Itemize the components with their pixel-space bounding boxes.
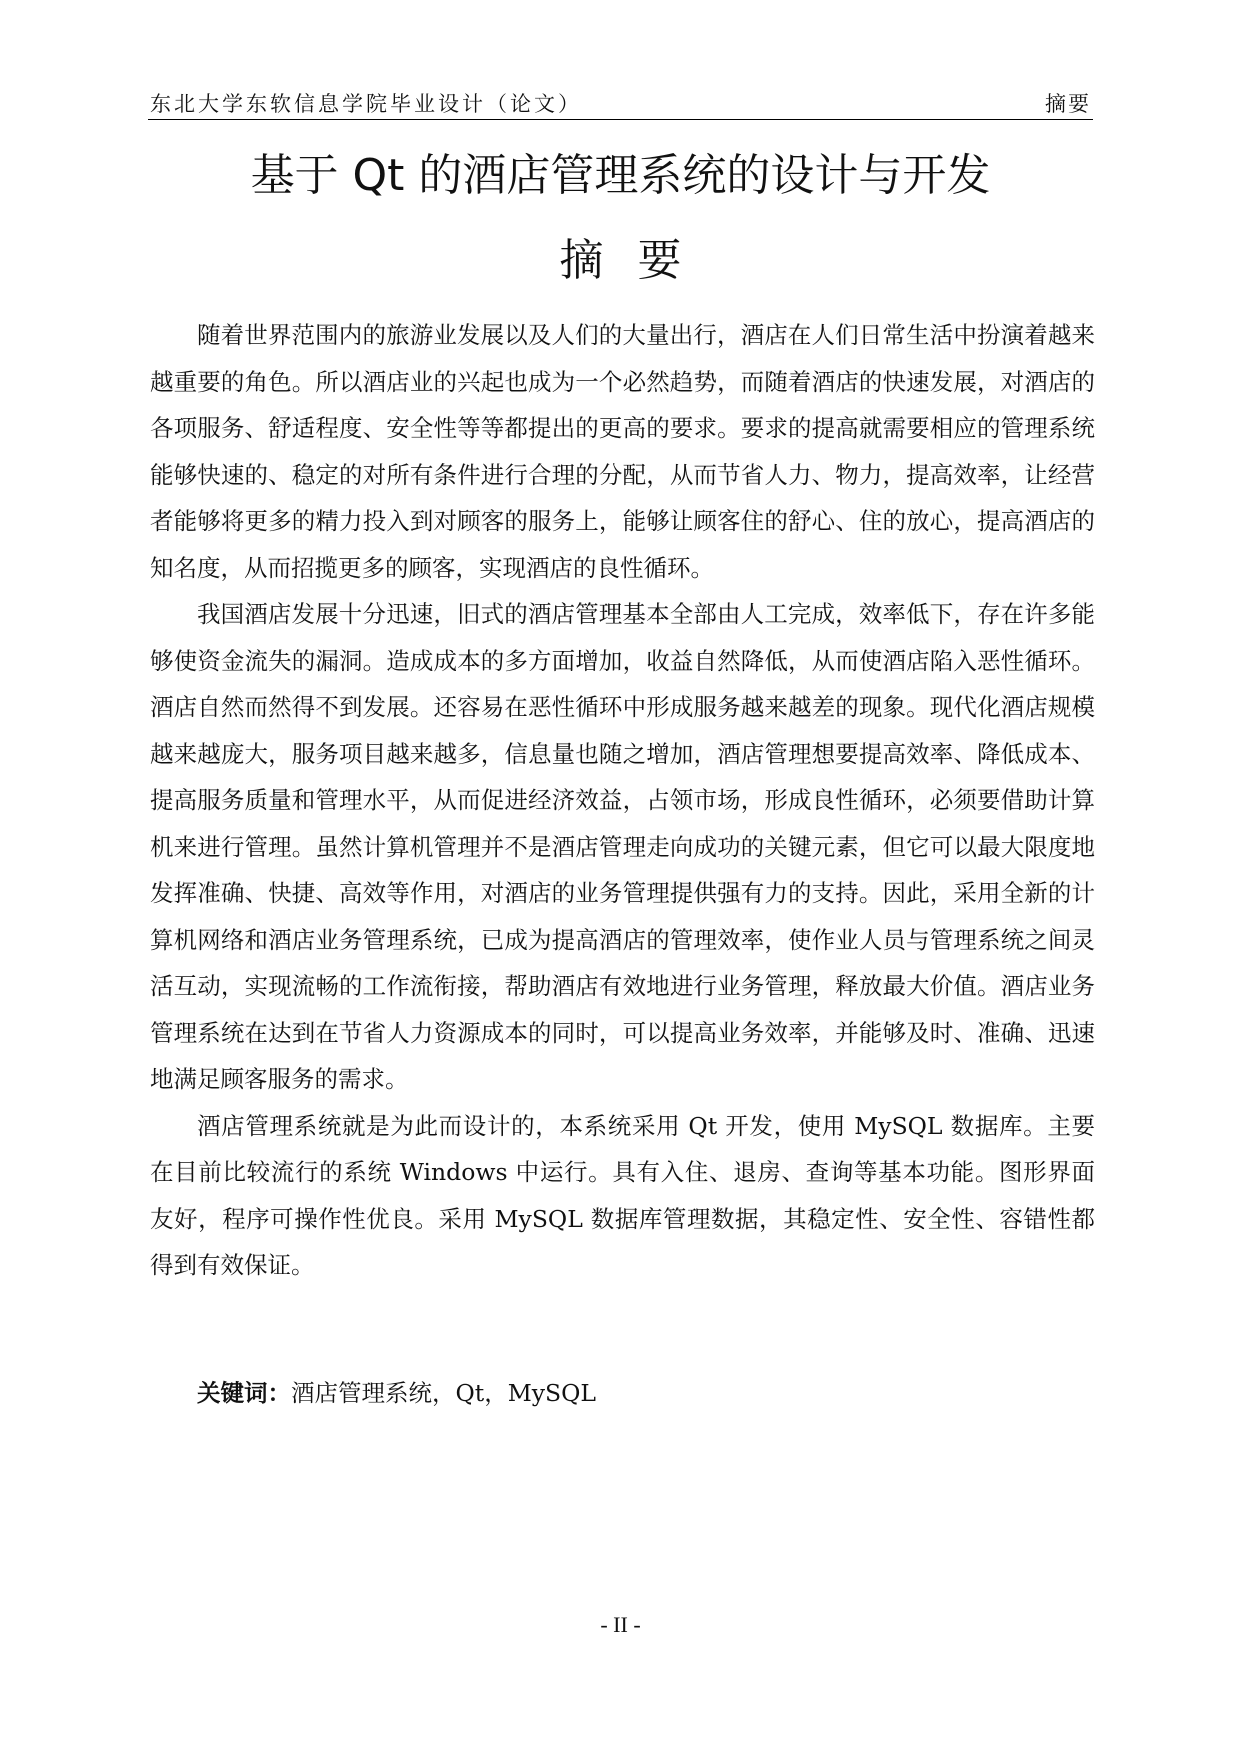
abstract-body [150, 312, 1095, 1289]
page-header [148, 82, 1093, 120]
header-section: 摘要 [1045, 92, 1091, 116]
abstract-paragraph-2: 我国酒店发展十分迅速，旧式的酒店管理基本全部由人工完成，效率低下，存在许多能够使资金流失的漏洞。造成成本的多方面增加，收益自然降低，从而使酒店陷入恶性循环。酒店自然而然得不到发展。还容易在恶性循环中形成服务越来越差的现象。现代化酒店规模越来越庞大，服务项目越来越多，信息量也随之增加，酒店管理想要提高效率、降低成本、提高服务质量和管理水平，从而促进经济效益，占领市场，形成良性循环，必须要借助计算机来进行管理。虽然计算机管理并不是酒店管理走向成功的关键元素，但它可以最大限度地发挥准确、快捷、高效等作用，对酒店的业务管理提供强有力的支持。因此，采用全新的计算机网络和酒店业务管理系统，已成为提高酒店的管理效率，使作业人员与管理系统之间灵活互动，实现流畅的工作流衔接，帮助酒店有效地进行业务管理，释放最大价值。酒店业务管理系统在达到在节省人力资源成本的同时，可以提高业务效率，并能够及时、准确、迅速地满足顾客服务的需求。 [150, 600, 1095, 1093]
page-number: - II - [600, 1612, 641, 1637]
keywords-line [197, 1370, 596, 1416]
document-title: 基于 Qt 的酒店管理系统的设计与开发 [250, 150, 991, 201]
abstract-paragraph-3: 酒店管理系统就是为此而设计的，本系统采用 Qt 开发，使用 MySQL 数据库。主要在目前比较流行的系统 Windows 中运行。具有入住、退房、查询等基本功能。图形界面友好，程序可操作性优良。采用 MySQL 数据库管理数据，其稳定性、安全性、容错性都得到有效保证。 [150, 1111, 1095, 1279]
header-institution: 东北大学东软信息学院毕业设计（论文） [150, 92, 582, 116]
abstract-paragraph-1: 随着世界范围内的旅游业发展以及人们的大量出行，酒店在人们日常生活中扮演着越来越重要的角色。所以酒店业的兴起也成为一个必然趋势，而随着酒店的快速发展，对酒店的各项服务、舒适程度、安全性等等都提出的更高的要求。要求的提高就需要相应的管理系统能够快速的、稳定的对所有条件进行合理的分配，从而节省人力、物力，提高效率，让经营者能够将更多的精力投入到对顾客的服务上，能够让顾客住的舒心、住的放心，提高酒店的知名度，从而招揽更多的顾客，实现酒店的良性循环。 [150, 321, 1095, 582]
abstract-heading: 摘要 [559, 235, 716, 286]
keywords-label: 关键词： [197, 1379, 291, 1407]
keywords-value: 酒店管理系统，Qt，MySQL [291, 1379, 597, 1407]
